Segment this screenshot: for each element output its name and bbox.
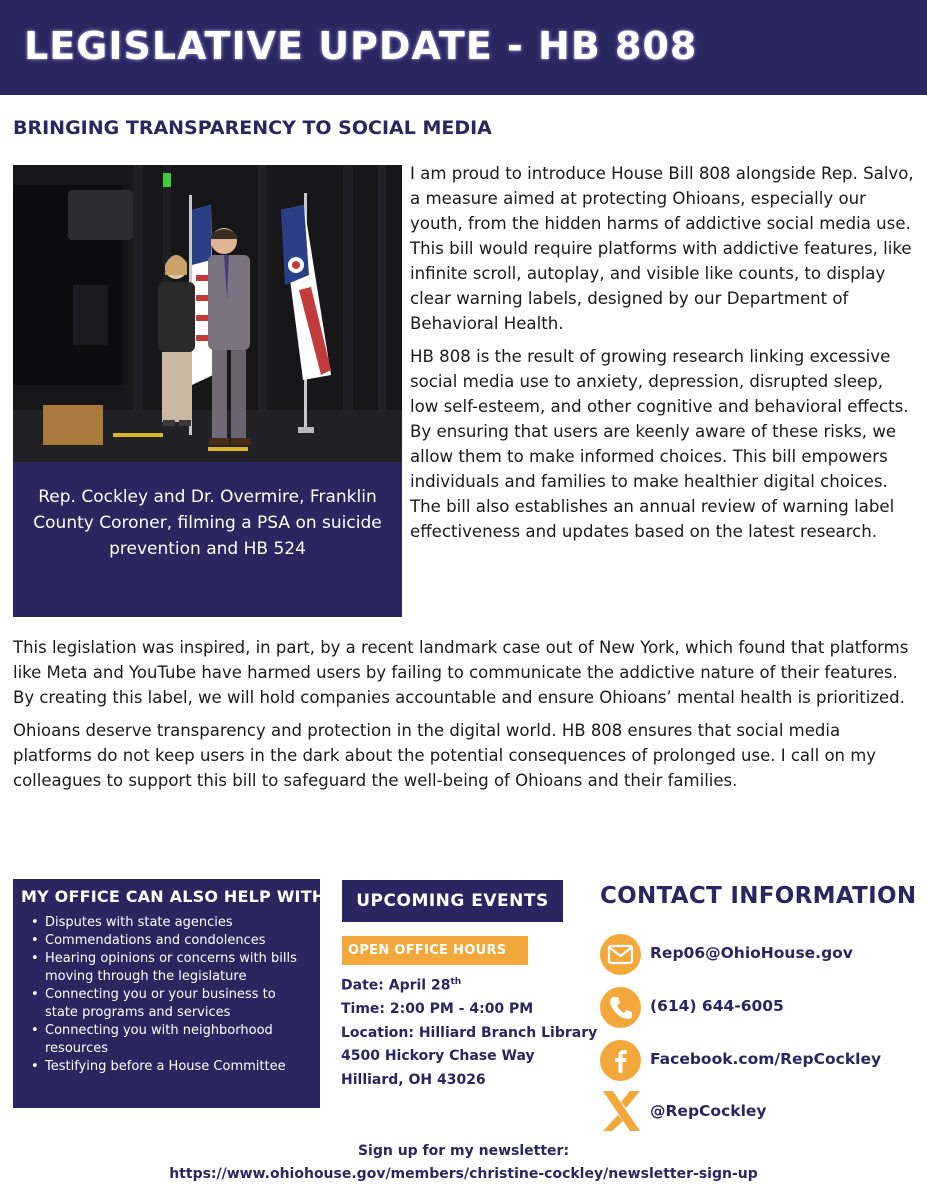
facebook-link[interactable]: Facebook.com/RepCockley [650,1050,882,1068]
paragraph: This legislation was inspired, in part, by a recent landmark case out of New York, which found that platforms like Meta and YouTube have harmed users by failing to communicate the addictive nature of their features. By creating this label, we will hold companies accountable and ensure Ohioans’ mental health is prioritized. [13,638,909,707]
email-link[interactable]: Rep06@OhioHouse.gov [650,944,853,962]
list-item: • Testifying before a House Committee [21,1058,310,1076]
list-item: • Disputes with state agencies [21,914,310,932]
phone-icon [600,987,641,1028]
events-heading: UPCOMING EVENTS [342,880,563,922]
contact-facebook[interactable] [600,1040,910,1082]
event-date: Date: April 28th [341,977,462,994]
office-hours-tag: OPEN OFFICE HOURS [342,936,528,965]
article-body-full [13,635,913,801]
event-details [341,971,597,1092]
event-address-line-1: 4500 Hickory Chase Way [341,1048,535,1065]
help-title: MY OFFICE CAN ALSO HELP WITH: [21,887,333,906]
list-item: • Commendations and condolences [21,932,310,950]
photo-caption: Rep. Cockley and Dr. Overmire, Franklin County Coroner, filming a PSA on suicide prevention and HB 524 [13,462,402,617]
newsletter-link[interactable]: https://www.ohiohouse.gov/members/christine-cockley/newsletter-sign-up [169,1166,758,1182]
contact-heading: CONTACT INFORMATION [600,883,917,909]
event-location: Location: Hilliard Branch Library [341,1024,598,1041]
contact-phone[interactable] [600,987,910,1029]
event-time: Time: 2:00 PM - 4:00 PM [341,1001,534,1018]
phone-number[interactable]: (614) 644-6005 [650,997,784,1015]
contact-email[interactable] [600,934,910,976]
header-banner [0,0,927,95]
event-address-line-2: Hilliard, OH 43026 [341,1071,486,1088]
facebook-icon [600,1040,641,1081]
x-logo-icon [600,1088,644,1134]
paragraph: I am proud to introduce House Bill 808 alongside Rep. Salvo, a measure aimed at protecting Ohioans, especially our youth, from the hidden harms of addictive social media use. This bill would require platforms with addictive features, like infinite scroll, autoplay, and visible like counts, to display clear warning labels, designed by our Department of Behavioral Health. [410,164,914,333]
help-list [21,914,310,1076]
article-column-right [410,161,915,552]
article-heading: BRINGING TRANSPARENCY TO SOCIAL MEDIA [13,117,492,139]
list-item: • Hearing opinions or concerns with bills moving through the legislature [21,950,310,986]
office-help-box [13,879,333,1108]
list-item: • Connecting you with neighborhood resources [21,1022,310,1058]
newsletter-prompt: Sign up for my newsletter: [357,1143,570,1159]
page-title: LEGISLATIVE UPDATE - HB 808 [24,24,698,68]
paragraph: HB 808 is the result of growing research linking excessive social media use to anxiety, depression, disrupted sleep, low self-esteem, and other cognitive and behavioral effects. By ensuring that users are keenly aware of these risks, we allow them to make informed choices. This bill empowers individuals and families to make healthier digital choices. The bill also establishes an annual review of warning label effectiveness and updates based on the latest research. [410,347,909,541]
x-handle-link[interactable]: @RepCockley [650,1102,767,1120]
paragraph: Ohioans deserve transparency and protection in the digital world. HB 808 ensures that social media platforms do not keep users in the dark about the potential consequences of prolonged use. I call on my colleagues to support this bill to safeguard the well-being of Ohioans and their families. [13,721,877,790]
contact-x[interactable] [600,1092,910,1134]
list-item: • Connecting you or your business to state programs and services [21,986,310,1022]
envelope-icon [600,934,641,975]
article-photo [13,165,402,462]
